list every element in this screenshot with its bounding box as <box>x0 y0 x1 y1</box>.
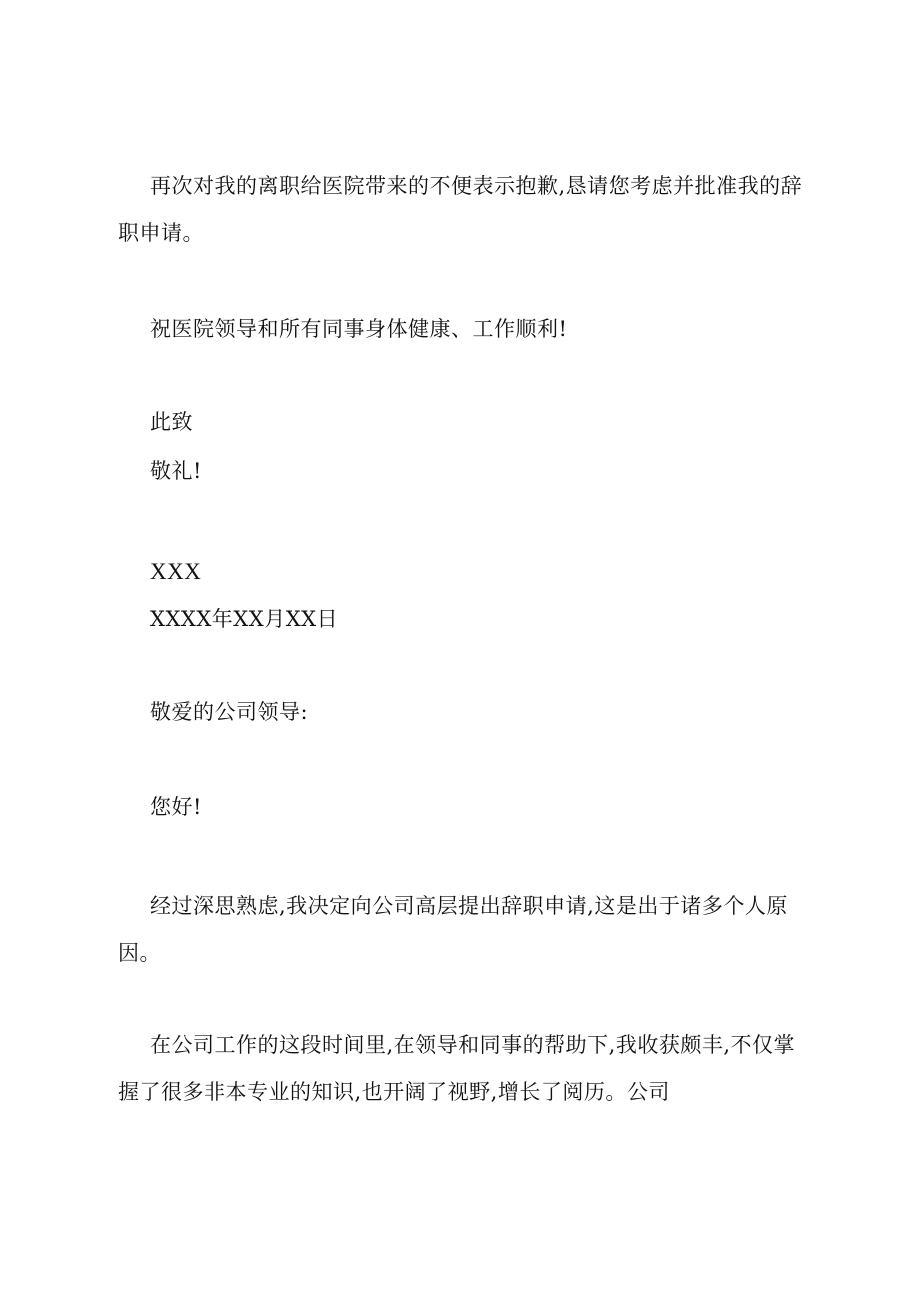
paragraph-decision: 经过深思熟虑,我决定向公司高层提出辞职申请,这是出于诸多个人原因。 <box>118 894 788 965</box>
salutation: 敬爱的公司领导: <box>150 700 309 724</box>
paragraph-apology: 再次对我的离职给医院带来的不便表示抱歉,恳请您考虑并批准我的辞职申请。 <box>118 174 803 245</box>
closing-line-2: 敬礼! <box>150 459 202 483</box>
signature-date: XXXX年XX月XX日 <box>150 607 339 631</box>
closing-line-1: 此致 <box>150 410 193 434</box>
signature-name: XXX <box>150 559 202 584</box>
paragraph-wishes: 祝医院领导和所有同事身体健康、工作顺利! <box>150 317 568 341</box>
greeting: 您好! <box>150 795 202 819</box>
paragraph-gratitude: 在公司工作的这段时间里,在领导和同事的帮助下,我收获颇丰,不仅掌握了很多非本专业的知识,也开阔了视野,增长了阅历。公司 <box>118 1033 796 1104</box>
